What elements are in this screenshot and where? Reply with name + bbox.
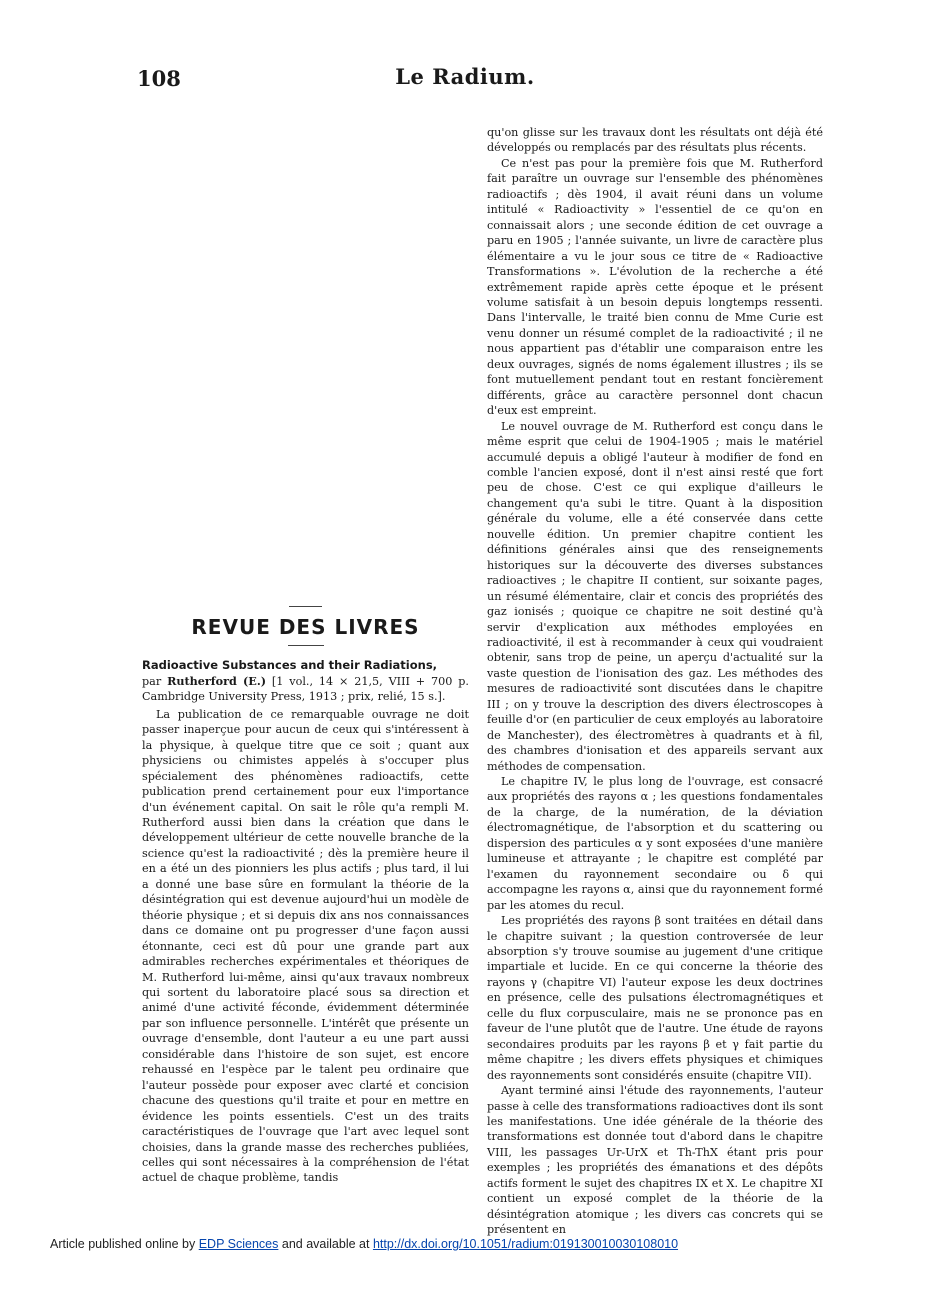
paragraph: Le chapitre IV, le plus long de l'ouvrage, est consacré aux propriétés des rayons α ; les questions fondamentales de la charge, de la numération, de la déviation électromagnétique, de l'absorption et du scattering ou dispersion des particules α y sont exposées d'une manière lumineuse et attrayante ; le chapitre est complété par l'examen du rayonnement secondaire ou δ qui accompagne les rayons α, ainsi que du rayonnement formé par les atomes du recul. [487,775,823,912]
paragraph: Ayant terminé ainsi l'étude des rayonnements, l'auteur passe à celle des transformations radioactives dont ils sont les manifestations. Une idée générale de la théorie des transformations est donnée tout d'abord dans le chapitre VIII, les passages Ur-UrX et Th-ThX étant pris pour exemples ; les propriétés des émanations et des dépôts actifs forment le sujet des chapitres IX et X. Le chapitre XI contient un exposé complet de la théorie de la désintégration atomique ; les divers cas concrets qui se présentent en [487,1084,823,1237]
footer [50,1237,678,1251]
paragraph: Ce n'est pas pour la première fois que M. Rutherford fait paraître un ouvrage sur l'ensemble des phénomènes radioactifs ; dès 1904, il avait réuni dans un volume intitulé « Radioactivity » l'essentiel de ce qu'on en connaissait alors ; une seconde édition de cet ouvrage a paru en 1905 ; l'année suivante, un livre de caractère plus élémentaire a vu le jour sous ce titre de « Radioactive Transformations ». L'évolution de la recherche a été extrêmement rapide après cette époque et le présent volume satisfait à un besoin depuis longtemps ressenti. Dans l'intervalle, le traité bien connu de Mme Curie est venu donner un résumé complet de la radioactivité ; il ne nous appartient pas d'établir une comparaison entre les deux ouvrages, signés de noms également illustres ; ils se font mutuellement pendant tout en restant foncièrement différents, grâce au caractère personnel dont chacun d'eux est empreint. [487,156,823,418]
separator-rule [289,606,322,607]
page-number: 108 [137,66,181,91]
book-author: Rutherford (E.) [167,673,267,688]
book-reference [142,658,469,704]
book-title: Radioactive Substances and their Radiations, [142,658,438,673]
paragraph: Le nouvel ouvrage de M. Rutherford est conçu dans le même esprit que celui de 1904-1905 ; mais le matériel accumulé depuis a obligé l'auteur à modifier de fond en comble l'ancien exposé, dont il n'est ainsi resté que fort peu de chose. C'est ce qui explique d'ailleurs le changement qu'a subi le titre. Quant à la disposition générale du volume, elle a été conservée dans cette nouvelle édition. Un premier chapitre contient les définitions générales ainsi que des renseignements historiques sur la découverte des diverses substances radioactives ; le chapitre II contient, sur soixante pages, un résumé élémentaire, clair et concis des propriétés des gaz ionisés ; quoique ce chapitre ne soit destiné qu'à servir d'explication aux méthodes employées en radioactivité, il est à recommander à ceux qui voudraient obtenir, sans trop de peine, un aperçu d'actualité sur la vaste question de l'ionisation des gaz. Les méthodes des mesures de radioactivité sont discutées dans le chapitre III ; on y trouve la description des divers électroscopes à feuille d'or (en particulier de ceux employés au laboratoire de Manchester), des électromètres à quadrants et à fil, des chambres d'ionisation et des appareils servant aux méthodes de compensation. [487,419,823,773]
book-details: [1 vol., 14 × 21,5, VIII + 700 p. Cambridge University Press, 1913 ; prix, relié, 15 s.]. [142,674,469,704]
running-title: Le Radium. [395,64,535,89]
separator-rule [288,645,324,646]
paragraph: Les propriétés des rayons β sont traitées en détail dans le chapitre suivant ; la question controversée de leur absorption s'y trouve soumise au jugement d'une critique impartiale et lucide. En ce qui concerne la théorie des rayons γ (chapitre VI) l'auteur expose les deux doctrines en présence, celle des pulsations électromagnétiques et celle du flux corpusculaire, mais ne se prononce pas en faveur de l'une plutôt que de l'autre. Une étude de rayons secondaires produits par les rayons β et γ fait partie du même chapitre ; les divers effets physiques et chimiques des rayonnements sont considérés ensuite (chapitre VII). [487,914,823,1082]
left-column [142,598,469,1186]
footer-middle: and available at [281,1237,370,1251]
paragraph: La publication de ce remarquable ouvrage ne doit passer inaperçue pour aucun de ceux qui s'intéressent à la physique, à quelque titre que ce soit ; quant aux physiciens ou chimistes appelés à s'occuper plus spécialement des phénomènes radioactifs, cette publication prend certainement pour eux l'importance d'un événement capital. On sait le rôle qu'a rempli M. Rutherford aussi bien dans la création que dans le développement ultérieur de cette nouvelle branche de la science qu'est la radioactivité ; dès la première heure il en a été un des pionniers les plus actifs ; plus tard, il lui a donné une base sûre en formulant la théorie de la désintégration qui est devenue aujourd'hui un modèle de théorie physique ; et si depuis dix ans nos connaissances dans ce domaine ont pu progresser d'une façon aussi étonnante, ceci est dû pour une grande part aux admirables recherches expérimentales et théoriques de M. Rutherford lui-même, ainsi qu'aux travaux nombreux qui sortent du laboratoire placé sous sa direction et animé d'une activité féconde, évidemment déterminée par son influence personnelle. L'intérêt que présente un ouvrage d'ensemble, dont l'auteur a eu une part aussi considérable dans l'histoire de son sujet, est encore rehaussé en l'espèce par le talent peu ordinaire que l'auteur possède pour exposer avec clarté et concision chacune des questions qu'il traite et pour en mettre en évidence les points essentiels. C'est un des traits caractéristiques de l'ouvrage que l'art avec lequel sont choisies, dans la grande masse des recherches publiées, celles qui sont nécessaires à la compréhension de l'état actuel de chaque problème, tandis [142,707,469,1185]
footer-prefix: Article published online by [50,1237,196,1251]
book-by: par [142,674,162,688]
section-title: REVUE DES LIVRES [191,615,420,639]
publisher-link[interactable]: EDP Sciences [198,1237,279,1251]
doi-link[interactable]: http://dx.doi.org/10.1051/radium:019130010030108010 [372,1237,679,1251]
right-column [487,125,823,1238]
paragraph: qu'on glisse sur les travaux dont les résultats ont déjà été développés ou remplacés par des résultats plus récents. [487,126,823,155]
